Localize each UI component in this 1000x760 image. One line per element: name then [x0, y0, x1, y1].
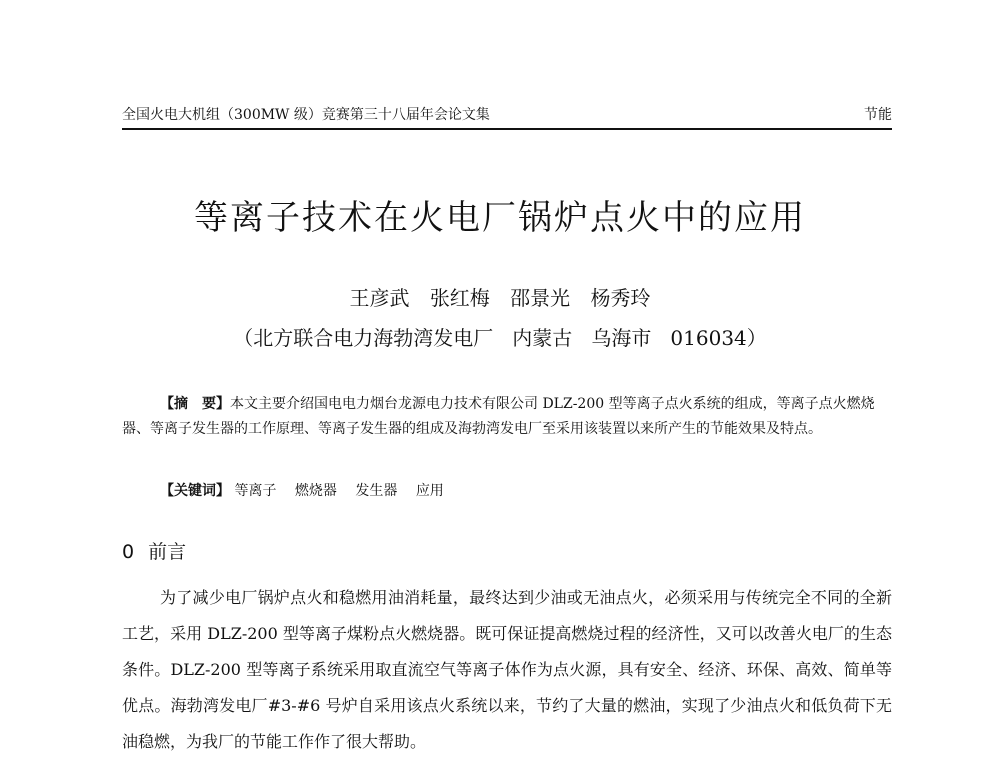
- journal-name: 全国火电大机组（300MW 级）竞赛第三十八届年会论文集: [122, 107, 490, 123]
- abstract-text: 本文主要介绍国电电力烟台龙源电力技术有限公司 DLZ-200 型等离子点火系统的组成，等离子点火燃烧器、等离子发生器的工作原理、等离子发生器的组成及海勃湾发电厂至采用该装置以来所产生的节能效果及特点。: [122, 396, 875, 437]
- section-title: 前言: [148, 541, 187, 563]
- keywords: [160, 479, 892, 504]
- author-name: 张红梅: [429, 286, 490, 310]
- section-heading: [122, 537, 186, 564]
- abstract-label: 【摘 要】: [160, 396, 230, 412]
- keyword: 应用: [415, 483, 444, 499]
- body-paragraph: 为了减少电厂锅炉点火和稳燃用油消耗量，最终达到少油或无油点火，必须采用与传统完全不同的全新工艺，采用 DLZ-200 型等离子煤粉点火燃烧器。既可保证提高燃烧过程的经济性，又可以改善火电厂的生态条件。DLZ-200 型等离子系统采用取直流空气等离子体作为点火源，具有安全、经济、环保、高效、简单等优点。海勃湾发电厂#3-#6 号炉自采用该点火系统以来，节约了大量的燃油，实现了少油点火和低负荷下无油稳燃，为我厂的节能工作作了很大帮助。: [122, 588, 892, 751]
- keywords-label: 【关键词】: [160, 483, 230, 499]
- running-header: [122, 104, 892, 130]
- keyword: 燃烧器: [294, 483, 337, 499]
- keyword: 发生器: [355, 483, 398, 499]
- author-affiliation: （北方联合电力海勃湾发电厂 内蒙古 乌海市 016034）: [233, 326, 767, 350]
- author-name: 杨秀玲: [590, 286, 651, 310]
- author-name: 邵景光: [510, 286, 571, 310]
- keyword: 等离子: [234, 483, 277, 499]
- author-name: 王彦武: [349, 286, 410, 310]
- author-list: [0, 282, 1000, 311]
- abstract: [122, 392, 892, 442]
- section-category: 节能: [864, 107, 892, 123]
- section-number: 0: [122, 541, 135, 563]
- paper-title: 等离子技术在火电厂锅炉点火中的应用: [194, 198, 806, 238]
